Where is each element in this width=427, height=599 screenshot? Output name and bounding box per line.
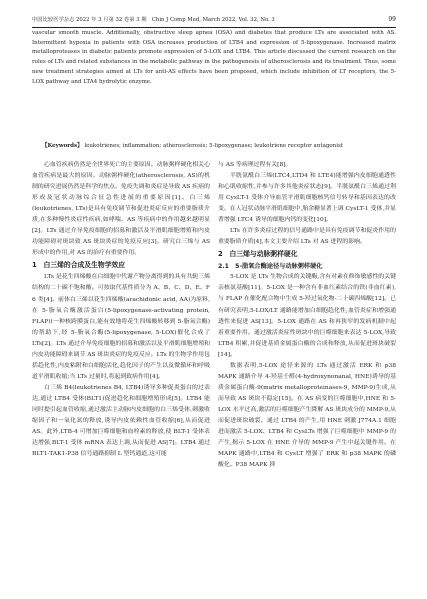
body-paragraph: 数据表明,5-LOX 途径来源的 LTs 通过激活 ERK 和 p38 MAPK 通路介导 4-羟基壬醛(4-hydroxynonanal, HNE)诱导的基质金属蛋白酶-9(matrix metalloproteinases-9, MMP-9)生成,从而导致 AS 斑块不稳定[15]。在 AS 病变的巨噬细胞中,HNE 和 5-LOX 水平过高,激活的巨噬细胞产生降解 AS 斑块成分的 MMP-9,从而促进斑块破裂。通过 LTB4 的产生,用 HNE 刺激 J774A.1 细胞进而激活 5-LOX、LTB4 和 CysLTs 增强了巨噬细胞中 MMP-9 的产生,揭示 5-LOX 在 HNE 介导的 MMP-9 产生中起关键作用。在 MAPK 通路中,LTB4 和 CysLT 增强了 ERK 和 p38 MAPK 的磷酸化。P38 MAPK 抑 — [218, 362, 396, 469]
subsection-heading-2-1: 2.1 5-脂氧合酶途径与动脉粥样硬化 — [218, 263, 323, 271]
intro-paragraph: 心血管疾病仍然是全世界死亡的主要原因。动脉粥样硬化相关心血管疾病是最大的原因。动脉粥样硬化(atherosclerosis, AS)的机制的研究进展仍然是科学的焦点。免疫失调和炎症是导致 AS 疾病的形成及冠状动脉综合征急性进展的重要原因[1]。白三烯(leukotrienes, LTs)是具有免疫调节和促进炎症反应的重要脂质介质,在多种慢性炎症性疾病,如哮喘、AS 等疾病中的作用越来越明显[2]。LTs 通过介导免疫细胞的招募和激活及平滑肌细胞增殖和内皮功能障碍对斑块致 AS 斑块炎症的免疫反应[3]。研究白三烯与 AS 形成中的作用,对 AS 的治疗有重要作用。 — [32, 162, 210, 257]
body-paragraph: 半胱氨酰白三烯(LTC4,LTD4 和 LTE4)能增强内皮细胞通透性和心肌收缩性,并参与许多其他炎症状态[9]。半胱氨酰白三烯通过利用 CysLT-1 受体介导血管平滑肌细胞核钙信号转导和基因表达的改变。在人冠状动脉平滑肌细胞中,胎余糖显著上调 CysLT-1 受体,并显著增强 LTC4 诱导的细胞内钙的变化[10]。 — [218, 173, 396, 224]
body-paragraph: LTs 是花生四烯酸在白细胞中代谢产物分离得到的具有共轭三烯结构的二十碳不饱和酸。可按取代基性质分为 A、B、C、D、E、F 6 类[4]。前体白三烯以花生四烯酸(arachidonic acid, AA)为原料,在 5-脂氧合酶激活蛋白(5-lipoxygenase-activating protein, FLAP)(一种核跨膜蛋白,能有效地将花生四烯酸转移到 5-脂氧合酶)的帮助下,经 5-脂氧合酶(5-lipoxygenase, 5-LOX)催化合成了 LTs[2]。LTs 通过介导免疫细胞的招募和激活以及平滑肌细胞增殖和内皮功能障碍来调节 AS 斑块炎症的免疫反应。LTs 的生物学作用包括趋化性,内皮粘附和白细胞活化,趋化因子的产生以及微循环和呼吸道平滑肌收缩;当 LTs 过量时,将起到致病作用[4]。 — [32, 274, 210, 380]
body-paragraph: 与 AS 等病理过程有关[8]。 — [218, 162, 292, 168]
keywords — [42, 142, 396, 151]
left-column — [32, 160, 210, 460]
body-paragraph: 5-LOX 是 LTs 生物合成的关键酶,含有对素在修饰敏感性的关键亲核氨基酸[11]。5-LOX 是一种含有非血红素结合的铁(非血红素),与 FLAP 在催化配合物中生成 5-羟过氧化物-二十碳四烯酸[12]。已有研究表明,5-LOX/LT 通路能增加白细胞趋化性,血管炎症和增强通透性来促进 AS[13]。5-LOX 通路在 AS 和再狭窄的发病机制中起着重要作用。通过激活炎症性斑块中的巨噬细胞来表达 5-LOX,导致 LTB4 积累,并促进基质金属蛋白酶的合成和释放,从而促进斑块破裂[14]。 — [218, 274, 396, 358]
right-column — [218, 160, 396, 471]
keywords-text: leukotrienes; inflammation; atherosclerosis; 5-lipoxygenase; leukotriene receptor antagonist — [84, 143, 344, 149]
section-heading-1: 1 白三烯的合成及生物学效应 — [32, 261, 126, 270]
keywords-label: 【Keywords】 — [42, 143, 83, 149]
abstract-text: vascular smooth muscle. Additionally, obstructive sleep apnea (OSA) and diabetes that produce LTs are associated with AS. Intermittent hypoxia in patients with OSA increases production of LTB4 and expression of 5-lipoxygenase. Increased matrix metalloproteases in diabetic patients promote expression of 5-LOX and LTB4. This article discussed the current research on the roles of LTs and related substances in the metabolic pathway in the pathogenesis of atherosclerosis and its treatment. Thus, some new treatment strategies aimed at LTs for anti-AS effects have been proposed, which include inhibition of LT receptors, the 5-LOX pathway and LTA4 hydrolytic enzyme. — [32, 30, 396, 85]
header-divider — [32, 27, 396, 28]
body-paragraph: LTs 在许多炎症过程的信号通路中是具有免疫调节和促炎作用的重要脂质介质[4],本文主要介绍 LTs 对 AS 进程的影响。 — [218, 228, 396, 246]
page-number: 99 — [388, 16, 396, 23]
running-header — [32, 14, 396, 26]
body-paragraph: 白三烯 B4(leukotrienes B4, LTB4)诱导多种促炎蛋白的过表达,通过 LTB4 受体(BLT1)促进趋化和细胞增殖形成[5]。LTB4 能同时提引起血管收缩,通过激活主动脉内皮细胞的白三烯受体,刺激收缩因子和一氧化氮的释放,诱导内皮依赖性血管收缩[6],从而促进 AS。此外,LTB-4 可增加巨噬细胞和血栓素的释放,使 BLT-1 受体表达增强,BLT-1 受体 mRNA 表达上调,从而促进 AS[7]。LTB4 通过 BLT1-TAK1-P38 信号通路抑制 L 型钙通道,这可能 — [32, 384, 210, 458]
english-abstract — [32, 29, 396, 87]
journal-citation: 中国比较医学杂志 2022 年 3 月第 32 卷第 3 期 Chin J Comp Med, March 2022, Vol. 32, No. 3 — [32, 17, 275, 23]
section-heading-2: 2 白三烯与动脉粥样硬化 — [218, 250, 298, 259]
